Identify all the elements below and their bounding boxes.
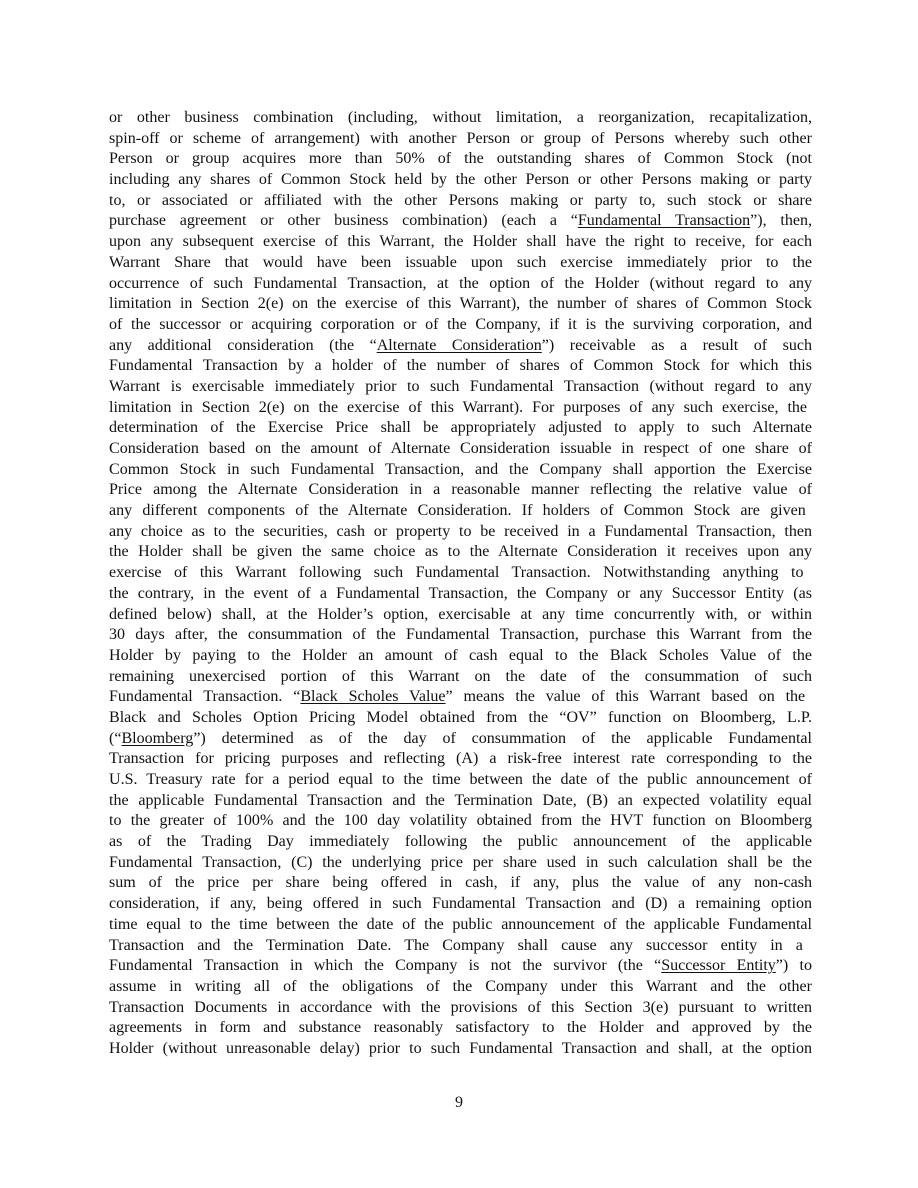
text-line (109, 667, 812, 688)
text-line (109, 315, 812, 336)
text-line (109, 584, 812, 605)
text-run: ”) to (775, 957, 812, 975)
text-run: to, or associated or affiliated with the other Persons making or party to, such stock or share (109, 191, 812, 209)
text-line (109, 356, 812, 377)
text-run: of the successor or acquiring corporation or of the Company, if it is the surviving corporation, and (109, 315, 812, 333)
text-run: Common Stock in such Fundamental Transaction, and the Company shall apportion the Exercise (109, 460, 812, 478)
text-run: ”), then, (750, 212, 813, 230)
text-line (109, 129, 812, 150)
text-line (109, 729, 812, 750)
text-line (109, 294, 812, 315)
body-paragraph (109, 108, 812, 1060)
text-line (109, 646, 812, 667)
text-line (109, 915, 812, 936)
text-line (109, 853, 812, 874)
text-line (109, 770, 812, 791)
text-line (109, 1018, 812, 1039)
text-run: ”) determined as of the day of consummation of the applicable Fundamental (193, 729, 812, 747)
text-line (109, 253, 812, 274)
text-line (109, 439, 812, 460)
text-line (109, 460, 812, 481)
text-run: or other business combination (including, without limitation, a reorganization, recapitalization, (109, 109, 813, 126)
text-line (109, 418, 812, 439)
text-run: Black and Scholes Option Pricing Model obtained from the “OV” function on Bloomberg, L.P. (109, 708, 812, 726)
defined-term: Black Scholes Value (300, 688, 446, 706)
text-run: any additional consideration (the “ (109, 336, 377, 354)
text-run: Fundamental Transaction, (C) the underlying price per share used in such calculation shall be the (109, 853, 812, 871)
text-run: (“ (109, 729, 122, 747)
text-run: ” means the value of this Warrant based on the (445, 688, 806, 706)
text-run: the contrary, in the event of a Fundamental Transaction, the Company or any Successor Entity (as (109, 584, 812, 602)
text-run: as of the Trading Day immediately following the public announcement of the applicable (109, 833, 812, 851)
text-line (109, 811, 812, 832)
text-line (109, 480, 812, 501)
text-line (109, 894, 812, 915)
text-run: Fundamental Transaction by a holder of the number of shares of Common Stock for which this (109, 357, 812, 375)
text-run: Fundamental Transaction. “ (109, 688, 301, 706)
text-run: Holder by paying to the Holder an amount of cash equal to the Black Scholes Value of the (109, 646, 812, 664)
text-run: time equal to the time between the date of the public announcement of the applicable Fundamental (109, 915, 812, 933)
text-run: Holder (without unreasonable delay) prior to such Fundamental Transaction and shall, at the option (109, 1039, 812, 1057)
text-line (109, 791, 812, 812)
text-run: assume in writing all of the obligations of the Company under this Warrant and the other (109, 977, 812, 995)
text-line (109, 274, 812, 295)
text-run: upon any subsequent exercise of this Warrant, the Holder shall have the right to receive, for each (109, 233, 812, 251)
text-run: the Holder shall be given the same choice as to the Alternate Consideration it receives upon any (109, 543, 812, 561)
defined-term: Alternate Consideration (376, 336, 542, 354)
text-run: Consideration based on the amount of Alternate Consideration issuable in respect of one share of (109, 440, 812, 457)
text-line (109, 232, 812, 253)
text-line (109, 625, 812, 646)
text-run: any different components of the Alternate Consideration. If holders of Common Stock are given (109, 502, 806, 520)
text-line (109, 398, 812, 419)
text-run: Transaction and the Termination Date. The Company shall cause any successor entity in a (109, 936, 803, 954)
text-line (109, 956, 812, 977)
text-line (109, 191, 812, 212)
text-run: the applicable Fundamental Transaction and the Termination Date, (B) an expected volatility equal (109, 791, 812, 809)
text-run: defined below) shall, at the Holder’s option, exercisable at any time concurrently with, or within (109, 605, 812, 623)
text-line (109, 832, 812, 853)
text-line (109, 749, 812, 770)
text-run: consideration, if any, being offered in such Fundamental Transaction and (D) a remaining option (109, 895, 812, 913)
text-line (109, 336, 812, 357)
text-line (109, 108, 812, 129)
text-run: remaining unexercised portion of this Warrant on the date of the consummation of such (109, 667, 812, 685)
text-line (109, 708, 812, 729)
text-line (109, 873, 812, 894)
text-run: U.S. Treasury rate for a period equal to the time between the date of the public announcement of (109, 771, 812, 788)
text-run: Person or group acquires more than 50% of the outstanding shares of Common Stock (not (109, 150, 812, 168)
text-run: sum of the price per share being offered in cash, if any, plus the value of any non-cash (109, 874, 812, 892)
text-run: limitation in Section 2(e) on the exercise of this Warrant), the number of shares of Common Stock (109, 295, 812, 313)
text-line (109, 501, 812, 522)
text-line (109, 605, 812, 626)
text-line (109, 522, 812, 543)
text-run: Fundamental Transaction in which the Company is not the survivor (the “ (109, 957, 662, 975)
text-run: including any shares of Common Stock held by the other Person or other Persons making or party (109, 171, 812, 189)
text-run: any choice as to the securities, cash or property to be received in a Fundamental Transaction, then (109, 522, 812, 540)
text-line (109, 1039, 812, 1060)
text-run: Price among the Alternate Consideration in a reasonable manner reflecting the relative value of (109, 481, 812, 499)
text-line (109, 377, 812, 398)
text-line (109, 211, 812, 232)
text-run: spin-off or scheme of arrangement) with another Person or group of Persons whereby such other (109, 129, 812, 147)
text-line (109, 563, 812, 584)
text-line (109, 977, 812, 998)
text-run: Transaction Documents in accordance with the provisions of this Section 3(e) pursuant to written (109, 998, 812, 1016)
text-line (109, 936, 812, 957)
text-run: 30 days after, the consummation of the Fundamental Transaction, purchase this Warrant from the (109, 626, 812, 644)
text-run: purchase agreement or other business combination) (each a “ (109, 212, 578, 230)
text-run: occurrence of such Fundamental Transaction, at the option of the Holder (without regard to any (109, 274, 812, 292)
text-run: Warrant is exercisable immediately prior to such Fundamental Transaction (without regard to any (109, 377, 813, 395)
defined-term: Bloomberg (121, 729, 194, 747)
text-line (109, 149, 812, 170)
text-line (109, 170, 812, 191)
defined-term: Fundamental Transaction (577, 212, 751, 230)
defined-term: Successor Entity (661, 957, 776, 975)
text-run: ”) receivable as a result of such (541, 336, 812, 354)
text-line (109, 998, 812, 1019)
text-run: Warrant Share that would have been issuable upon such exercise immediately prior to the (109, 253, 813, 271)
text-run: Transaction for pricing purposes and reflecting (A) a risk-free interest rate corresponding to the (109, 750, 812, 768)
text-run: limitation in Section 2(e) on the exercise of this Warrant). For purposes of any such exercise, the (109, 398, 808, 416)
text-run: determination of the Exercise Price shall be appropriately adjusted to apply to such Alternate (109, 419, 812, 437)
text-run: agreements in form and substance reasonably satisfactory to the Holder and approved by the (109, 1019, 813, 1037)
text-run: to the greater of 100% and the 100 day volatility obtained from the HVT function on Bloomberg (109, 812, 812, 830)
text-line (109, 542, 812, 563)
page-number: 9 (455, 1094, 463, 1111)
text-line (109, 687, 812, 708)
text-run: exercise of this Warrant following such Fundamental Transaction. Notwithstanding anything to (109, 564, 804, 582)
